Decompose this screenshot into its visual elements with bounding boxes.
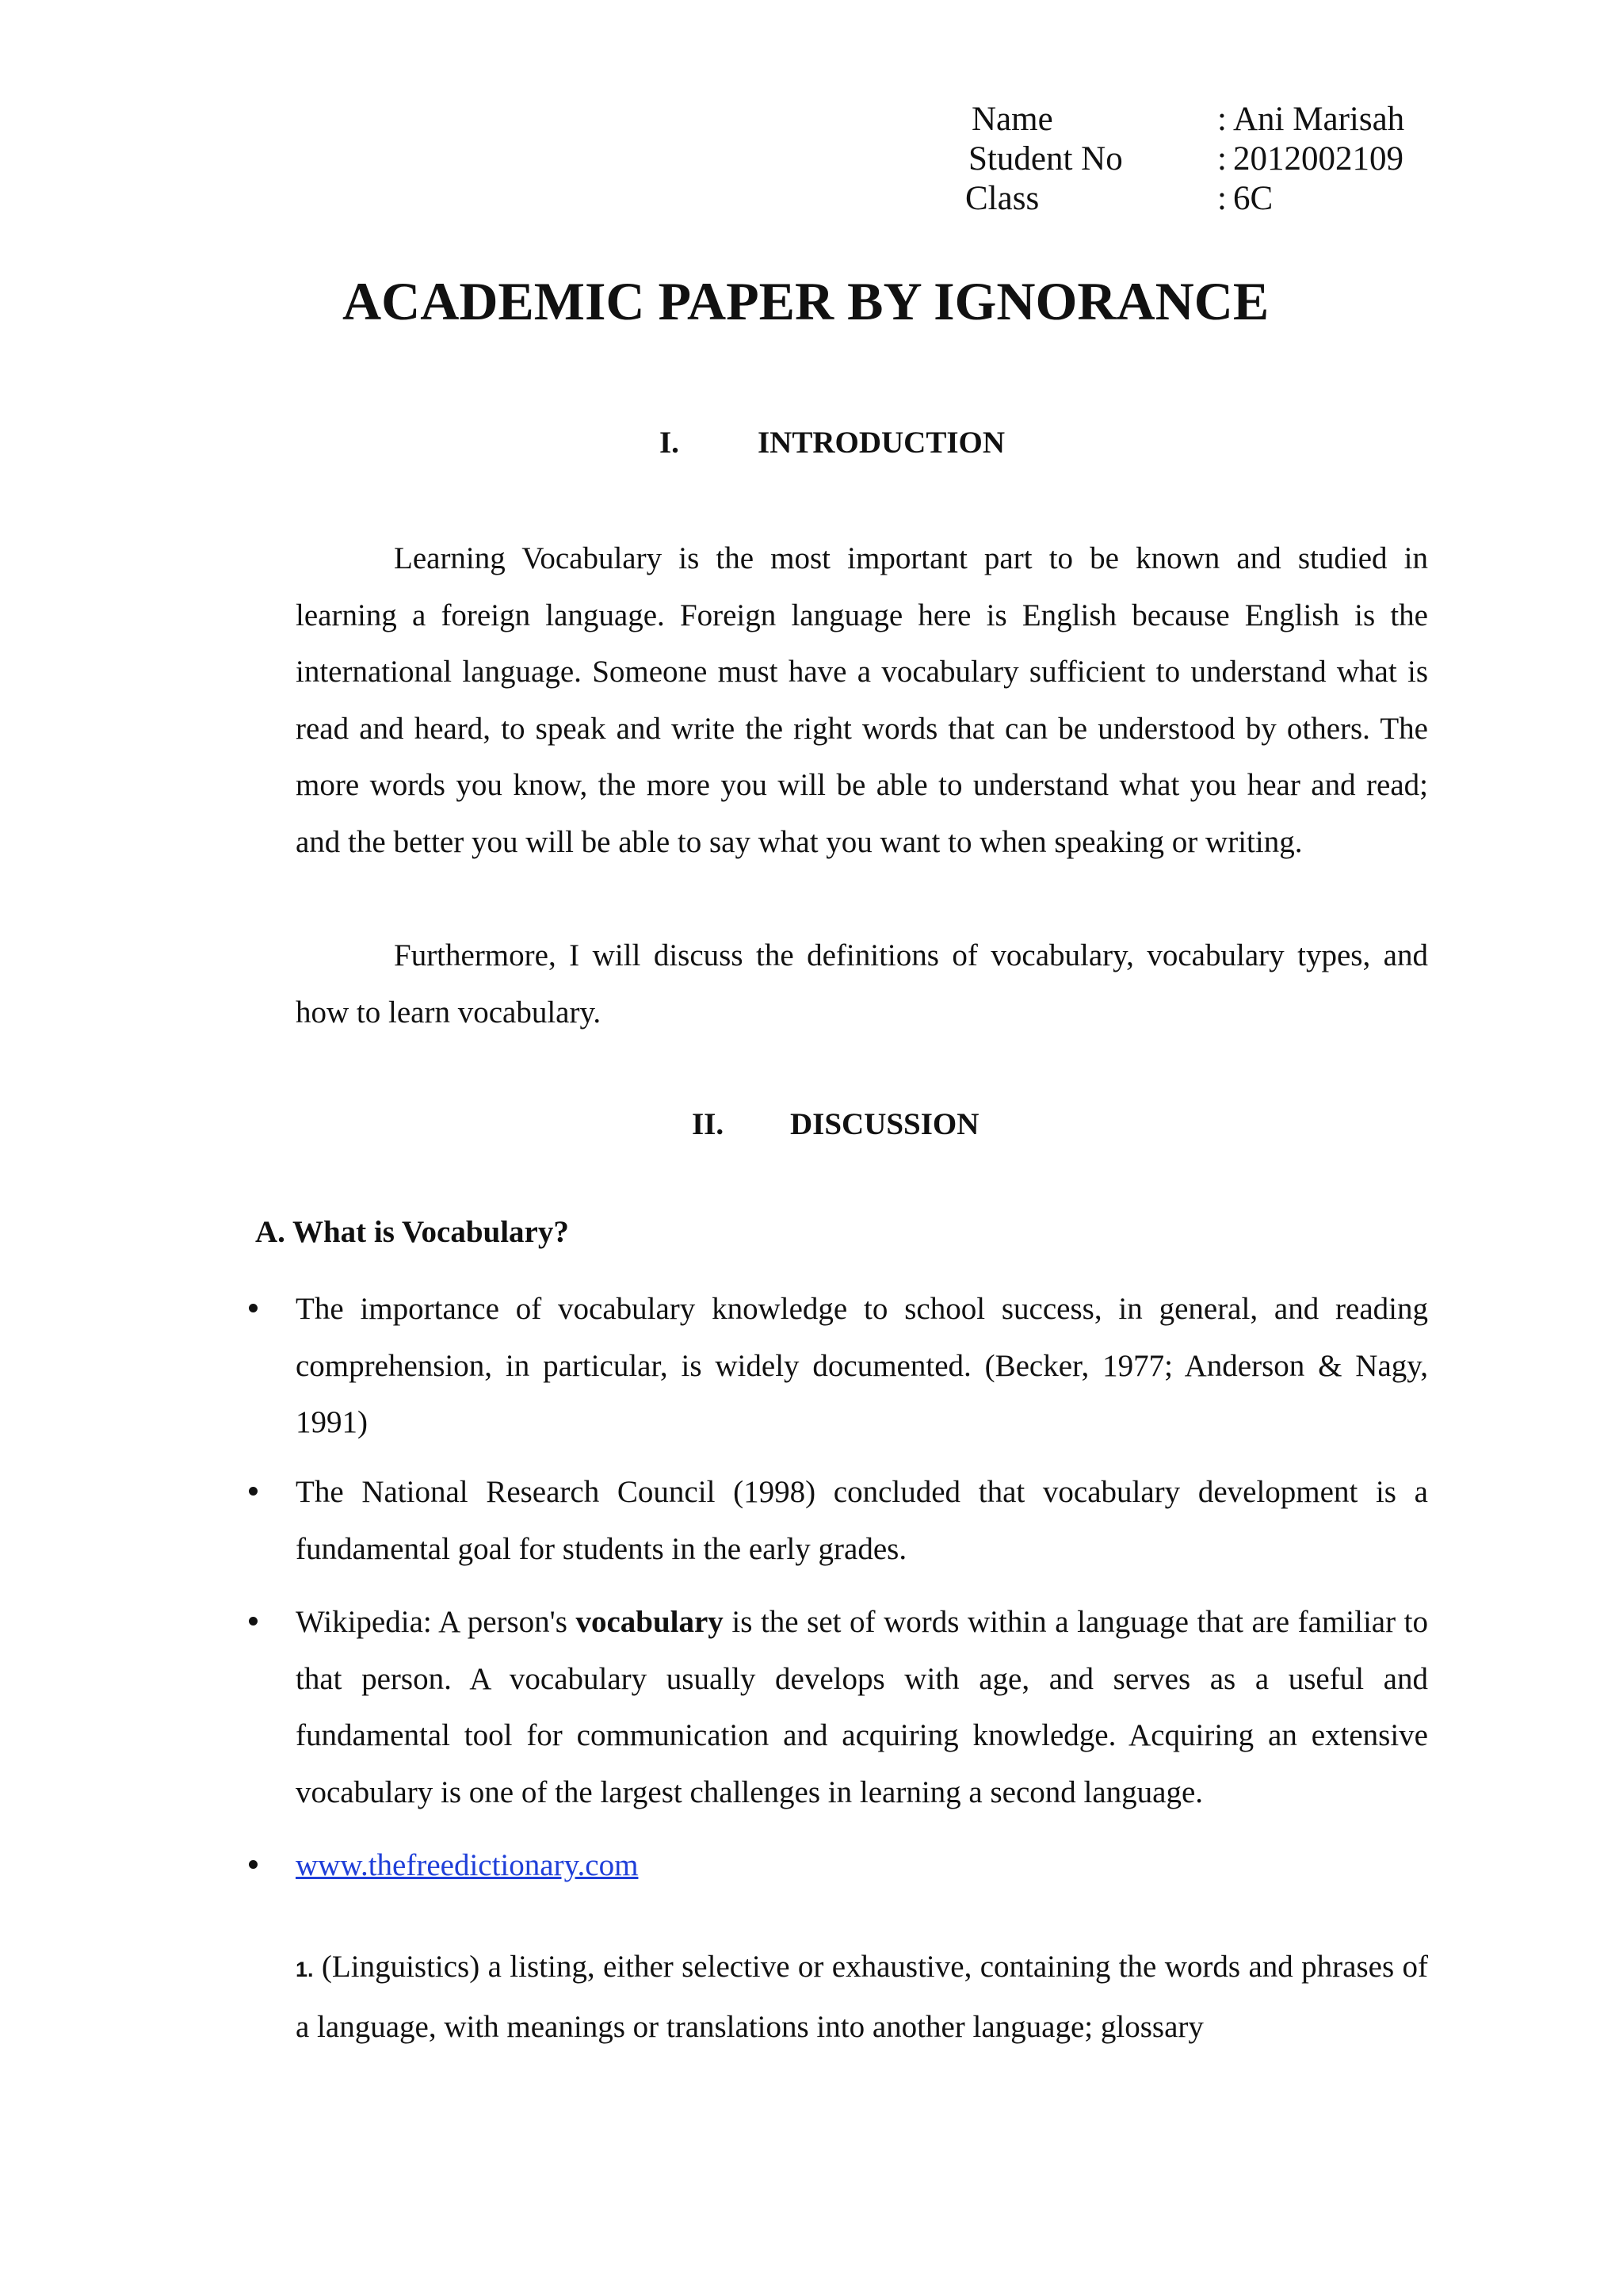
definition-text: (Linguistics) a listing, either selective or exhaustive, containing the words and phrases of a language, with meanings or translations into another language; glossary [296, 1950, 1428, 2044]
subheading-what-is-vocabulary: A. What is Vocabulary? [255, 1215, 569, 1249]
class-field [965, 179, 1441, 219]
intro-paragraph-followup: Furthermore, I will discuss the definitions of vocabulary, vocabulary types, and how to learn vocabulary. [296, 938, 1428, 1030]
bullet-text: The importance of vocabulary knowledge to school success, in general, and reading comprehension, in particular, is widely documented. (Becker, 1977; Anderson & Nagy, 1991) [296, 1292, 1428, 1439]
student-no-field [968, 139, 1444, 179]
class-label: Class [965, 180, 1040, 217]
section-title: INTRODUCTION [758, 426, 1006, 460]
class-colon: : [1217, 180, 1227, 217]
section-title: DISCUSSION [790, 1107, 980, 1141]
list-item [296, 1837, 1428, 1894]
section-heading-discussion [692, 1106, 1167, 1143]
wikipedia-definition: is the set of words within a language that are familiar to that person. A vocabulary usually develops with age, and serves as a useful and fundamental tool for communication and acquiring knowledge. Acquiring an extensive vocabulary is one of the largest challenges in learning a second language. [296, 1605, 1429, 1809]
name-field [972, 100, 1447, 139]
bullet-icon [249, 1304, 258, 1312]
section-numeral: I. [659, 426, 679, 460]
name-label: Name [972, 101, 1053, 138]
student-no-label: Student No [968, 140, 1123, 178]
student-no-colon: : [1217, 140, 1227, 178]
bullet-text [296, 1594, 1428, 1820]
name-value: Ani Marisah [1233, 101, 1405, 138]
bullet-text: The National Research Council (1998) concluded that vocabulary development is a fundamental goal for students in the early grades. [296, 1475, 1428, 1566]
dictionary-link[interactable]: www.thefreedictionary.com [296, 1848, 639, 1882]
bullet-text [296, 1837, 1428, 1894]
student-no-value: 2012002109 [1233, 140, 1403, 178]
section-numeral: II. [692, 1107, 724, 1141]
intro-paragraph: Learning Vocabulary is the most important part to be known and studied in learning a foreign language. Foreign language here is English because English is the international language. Someone must have a vocabulary sufficient to understand what is read and heard, to speak and write the right words that can be understood by others. The more words you know, the more you will be able to understand what you hear and read; and the better you will be able to say what you want to when speaking or writing. [296, 541, 1428, 859]
name-colon: : [1217, 101, 1227, 138]
bullet-icon [249, 1617, 258, 1626]
definition-number: 1. [296, 1958, 314, 1981]
bullet-icon [249, 1860, 258, 1869]
section-heading-introduction [659, 425, 1135, 461]
bullet-icon [249, 1487, 258, 1496]
list-item [296, 1281, 1428, 1451]
list-item [296, 1464, 1428, 1577]
wikipedia-intro: Wikipedia: A person's [296, 1605, 576, 1639]
vocabulary-term: vocabulary [575, 1605, 724, 1639]
list-item [296, 1594, 1428, 1820]
definition-item [296, 1939, 1428, 2055]
document-title: ACADEMIC PAPER BY IGNORANCE [342, 271, 1270, 331]
class-value: 6C [1233, 180, 1274, 217]
